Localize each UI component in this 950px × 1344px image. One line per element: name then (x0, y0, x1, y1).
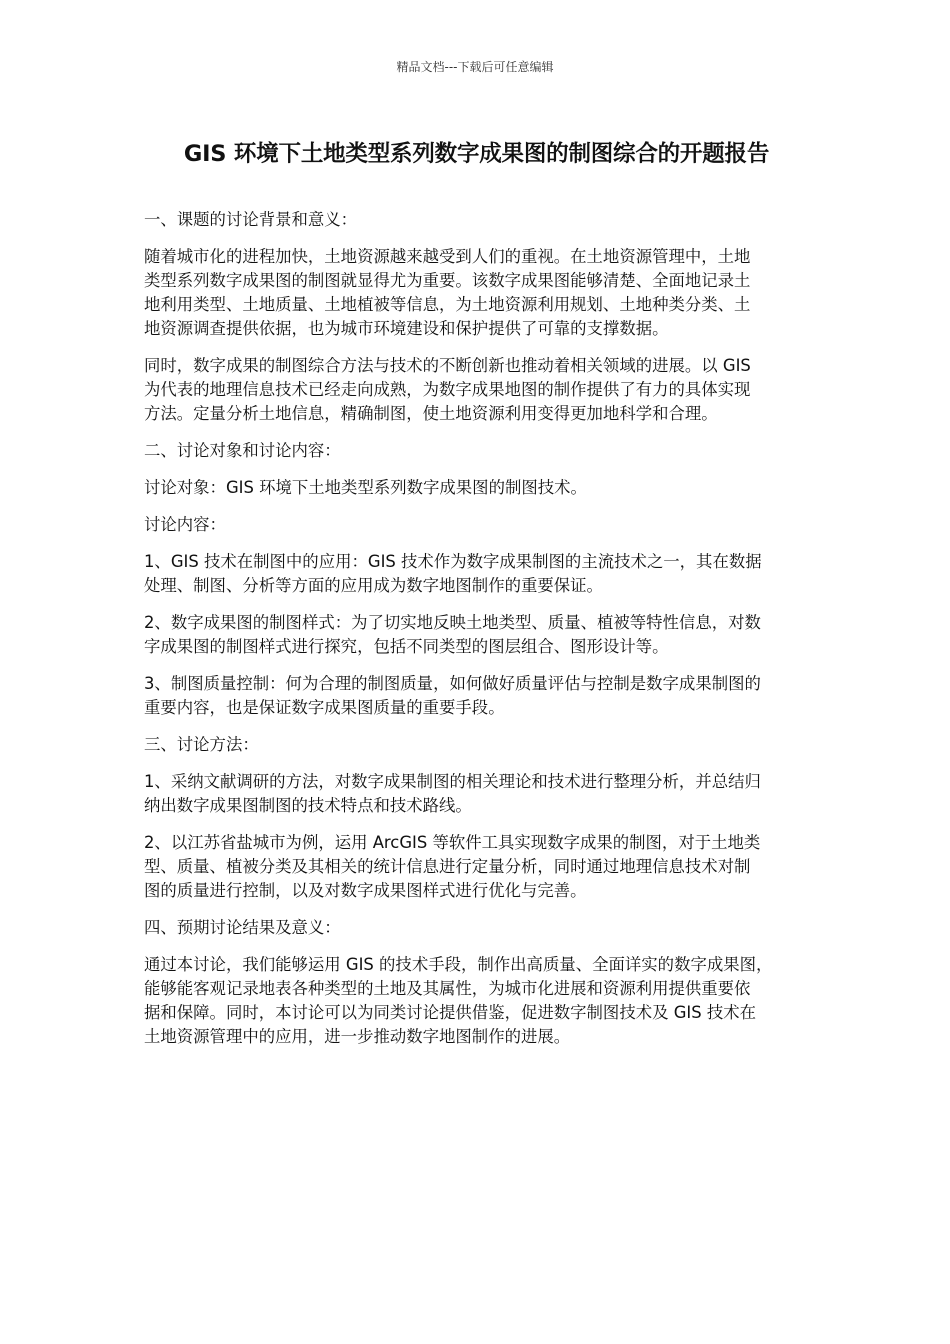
text-line: 同时，数字成果的制图综合方法与技术的不断创新也推动着相关领域的进展。以 GIS (144, 356, 751, 375)
text-line: 地利用类型、土地质量、土地植被等信息，为土地资源利用规划、土地种类分类、土 (144, 295, 751, 314)
body-paragraph (144, 953, 809, 1049)
body-paragraph (144, 513, 809, 537)
text-line: 1、GIS 技术在制图中的应用：GIS 技术作为数字成果制图的主流技术之一，其在数据 (144, 552, 762, 571)
text-line: 通过本讨论，我们能够运用 GIS 的技术手段，制作出高质量、全面详实的数字成果图， (144, 955, 773, 974)
body-paragraph (144, 354, 809, 426)
section-heading (144, 916, 809, 940)
section-heading (144, 733, 809, 757)
text-line: 图的质量进行控制，以及对数字成果图样式进行优化与完善。 (144, 881, 587, 900)
document-body (144, 208, 809, 1062)
body-paragraph (144, 550, 809, 598)
text-line: 能够能客观记录地表各种类型的土地及其属性，为城市化进展和资源利用提供重要依 (144, 979, 751, 998)
text-line: 型、质量、植被分类及其相关的统计信息进行定量分析，同时通过地理信息技术对制 (144, 857, 751, 876)
body-paragraph (144, 672, 809, 720)
text-line: 四、预期讨论结果及意义： (144, 918, 341, 937)
body-paragraph (144, 245, 809, 341)
text-line: 1、采纳文献调研的方法，对数字成果制图的相关理论和技术进行整理分析，并总结归 (144, 772, 761, 791)
text-line: 二、讨论对象和讨论内容： (144, 441, 341, 460)
text-line: 纳出数字成果图制图的技术特点和技术路线。 (144, 796, 472, 815)
text-line: 类型系列数字成果图的制图就显得尤为重要。该数字成果图能够清楚、全面地记录土 (144, 271, 751, 290)
text-line: 据和保障。同时，本讨论可以为同类讨论提供借鉴，促进数字制图技术及 GIS 技术在 (144, 1003, 757, 1022)
body-paragraph (144, 831, 809, 903)
text-line: 讨论对象：GIS 环境下土地类型系列数字成果图的制图技术。 (144, 478, 587, 497)
text-line: 2、以江苏省盐城市为例，运用 ArcGIS 等软件工具实现数字成果的制图，对于土地类 (144, 833, 761, 852)
text-line: 处理、制图、分析等方面的应用成为数字地图制作的重要保证。 (144, 576, 603, 595)
body-paragraph (144, 476, 809, 500)
body-paragraph (144, 770, 809, 818)
header-note: 精品文档---下载后可任意编辑 (396, 60, 554, 74)
text-line: 字成果图的制图样式进行探究，包括不同类型的图层组合、图形设计等。 (144, 637, 669, 656)
text-line: 一、课题的讨论背景和意义： (144, 210, 358, 229)
text-line: 三、讨论方法： (144, 735, 259, 754)
text-line: 2、数字成果图的制图样式：为了切实地反映土地类型、质量、植被等特性信息，对数 (144, 613, 761, 632)
text-line: 方法。定量分析土地信息，精确制图，使土地资源利用变得更加地科学和合理。 (144, 404, 718, 423)
text-line: 讨论内容： (144, 515, 226, 534)
body-paragraph (144, 611, 809, 659)
document-title: GIS 环境下土地类型系列数字成果图的制图综合的开题报告 (183, 141, 770, 167)
text-line: 重要内容，也是保证数字成果图质量的重要手段。 (144, 698, 505, 717)
section-heading (144, 208, 809, 232)
text-line: 随着城市化的进程加快，土地资源越来越受到人们的重视。在土地资源管理中，土地 (144, 247, 751, 266)
text-line: 3、制图质量控制：何为合理的制图质量，如何做好质量评估与控制是数字成果制图的 (144, 674, 761, 693)
text-line: 地资源调查提供依据，也为城市环境建设和保护提供了可靠的支撑数据。 (144, 319, 669, 338)
text-line: 为代表的地理信息技术已经走向成熟，为数字成果地图的制作提供了有力的具体实现 (144, 380, 751, 399)
section-heading (144, 439, 809, 463)
text-line: 土地资源管理中的应用，进一步推动数字地图制作的进展。 (144, 1027, 571, 1046)
